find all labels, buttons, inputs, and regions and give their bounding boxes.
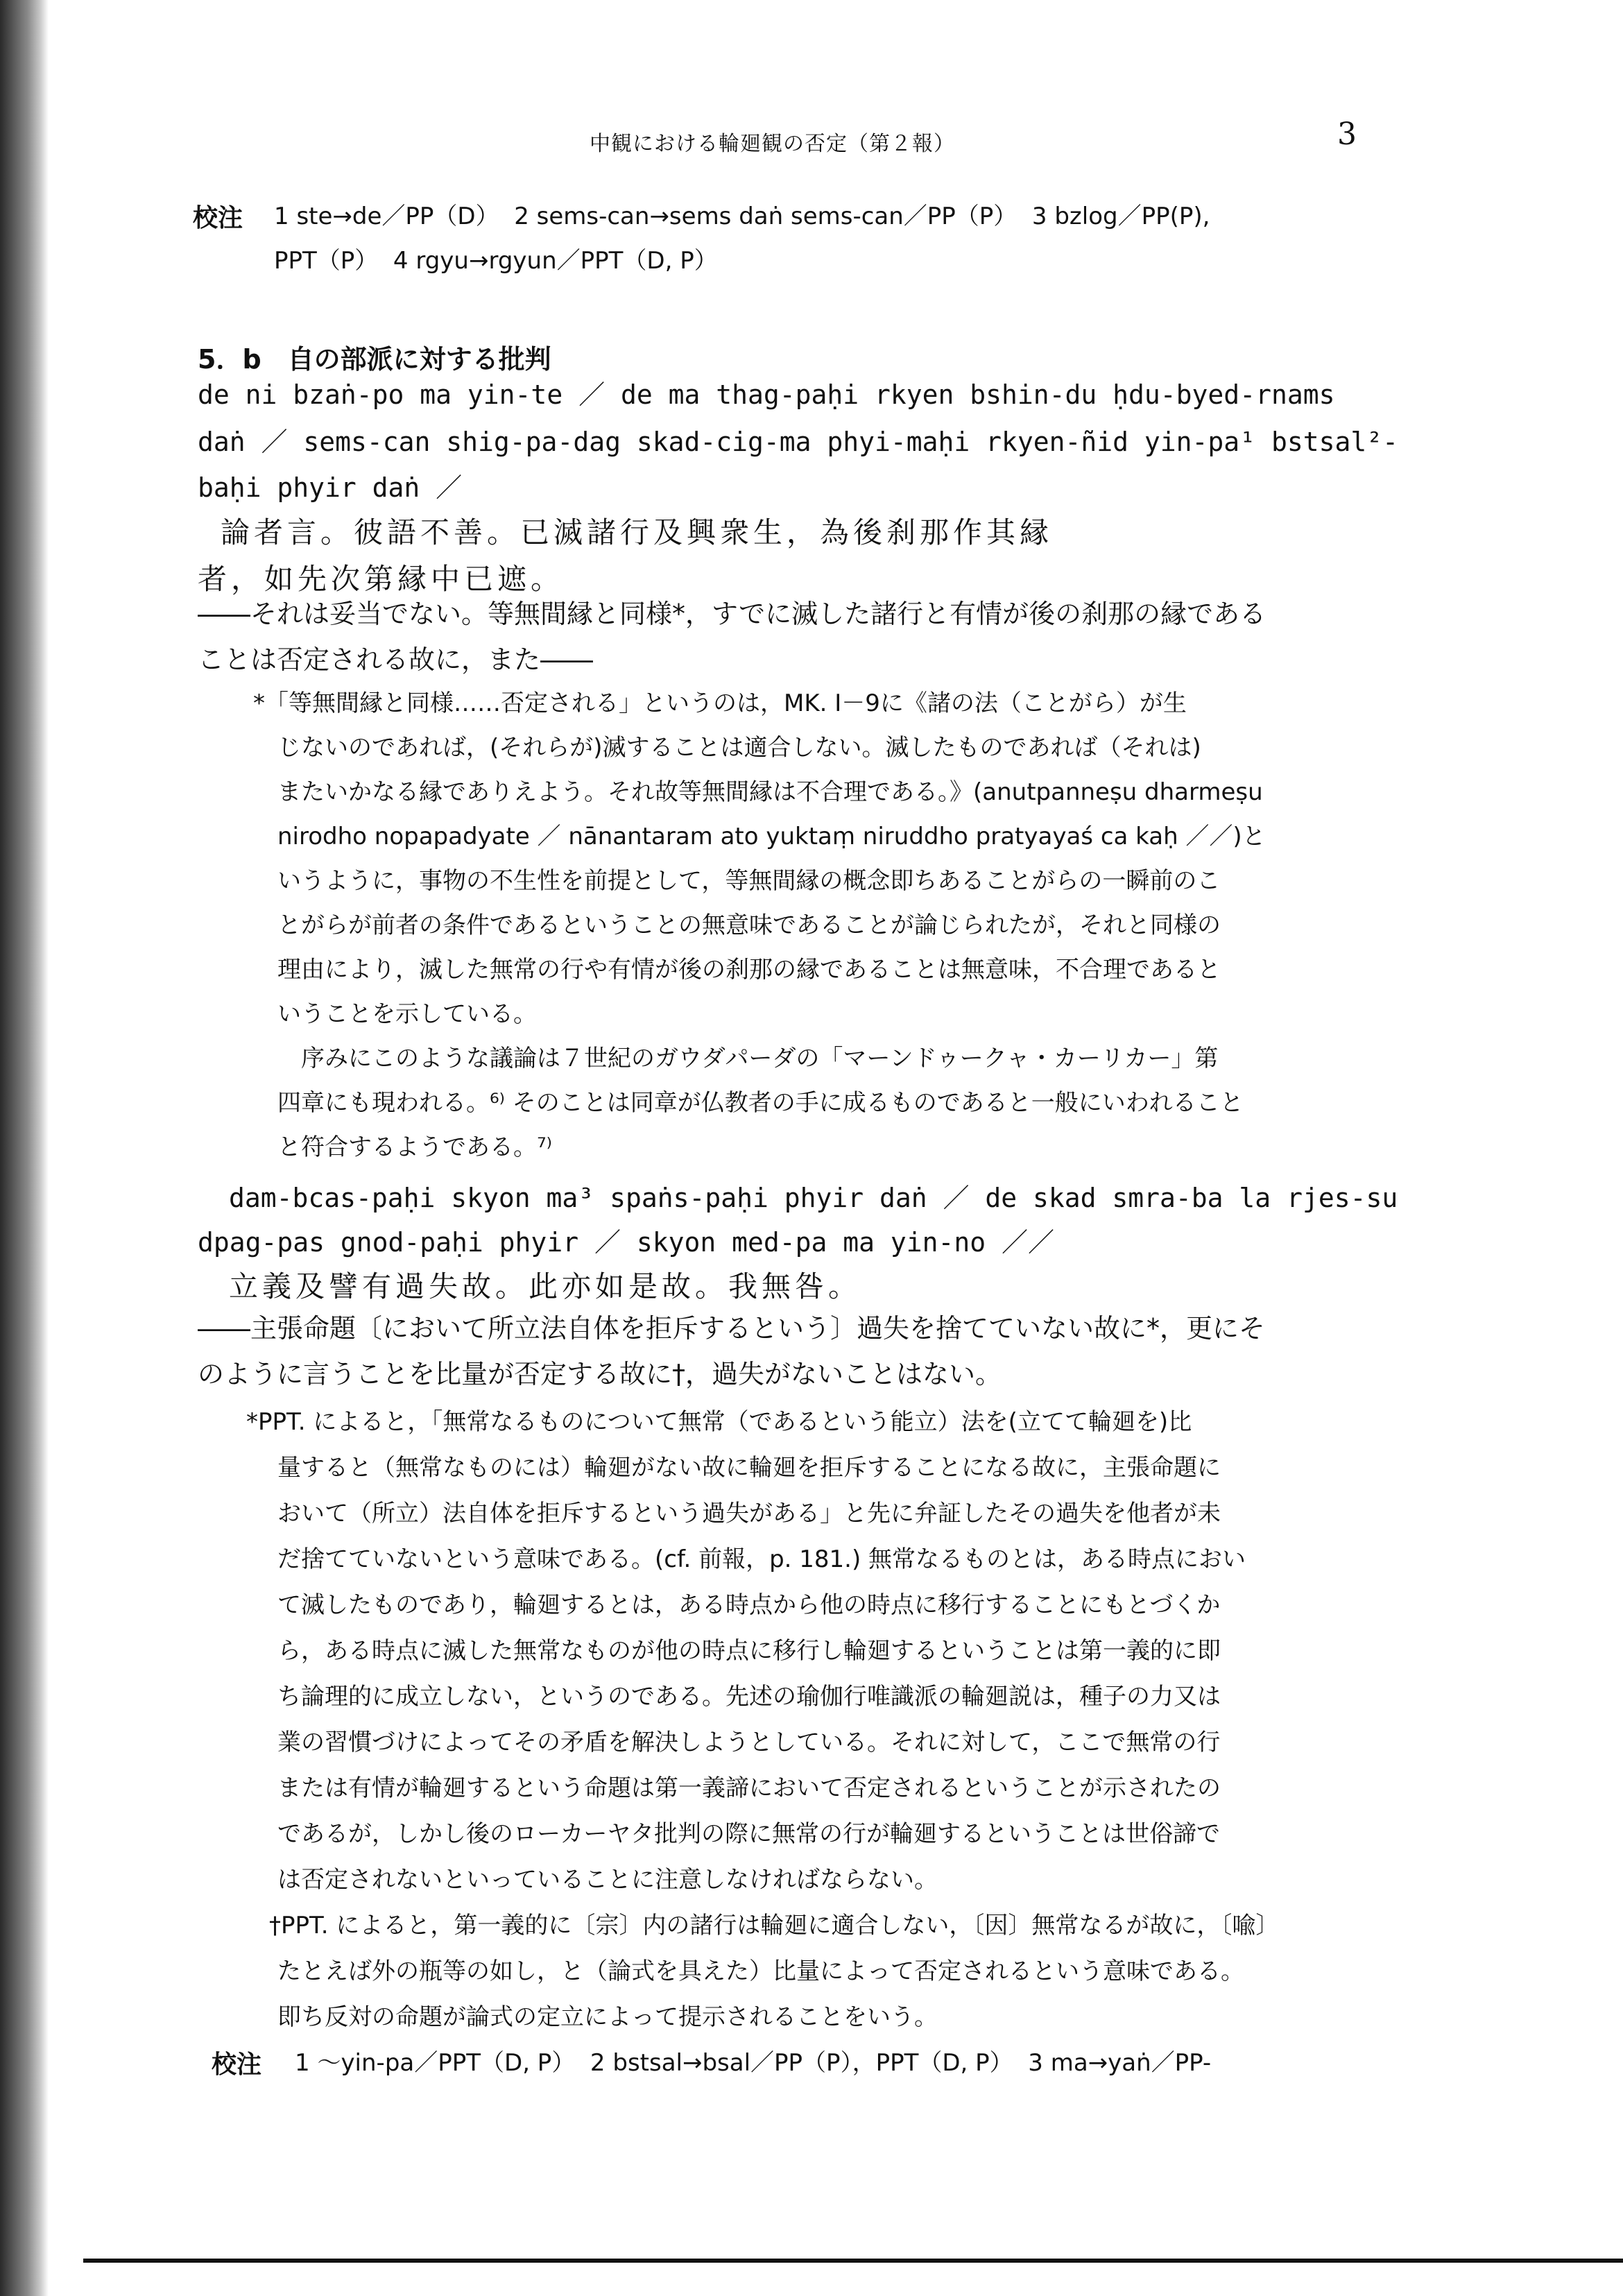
footnote-line: であるが，しかし後のローカーヤタ批判の際に無常の行が輪廻するということは世俗諦で	[277, 1820, 1220, 1848]
footnote-line: ら，ある時点に滅した無常なものが他の時点に移行し輪廻するということは第一義的に即	[277, 1637, 1221, 1665]
footnote-line: *PPT. によると，「無常なるものについて無常（であるという能立）法を(立てて輪廻を)比	[246, 1408, 1192, 1436]
kanbun-line: 論者言。彼語不善。已滅諸行及興衆生，為後刹那作其縁	[221, 515, 1054, 549]
footnote-line: †PPT. によると，第一義的に〔宗〕内の諸行は輪廻に適合しない，〔因〕無常なるが故に，〔喩〕	[269, 1912, 1280, 1939]
bottom-rule	[83, 2259, 1623, 2263]
footnote-line: 序みにこのような議論は７世紀のガウダパーダの「マーンドゥークャ・カーリカー」第	[277, 1045, 1219, 1072]
footnote-line: おいて（所立）法自体を拒斥するという過失がある」と先に弁証したその過失を他者が未	[277, 1500, 1221, 1527]
footnote-line: とがらが前者の条件であるということの無意味であることが論じられたが，それと同様の	[277, 911, 1221, 939]
footnote-line: いうことを示している。	[277, 1000, 537, 1028]
footnote-line: ち論理的に成立しない，というのである。先述の瑜伽行唯識派の輪廻説は，種子の力又は	[277, 1683, 1221, 1711]
tibetan-line: baḥi phyir daṅ ／	[198, 472, 463, 503]
footnote-line: 理由により，滅した無常の行や有情が後の刹那の縁であることは無意味，不合理であると	[277, 956, 1221, 984]
kanbun-line: 立義及譬有過失故。此亦如是故。我無咎。	[229, 1269, 862, 1303]
footnote-line: は否定されないといっていることに注意しなければならない。	[277, 1866, 938, 1894]
translation-line: ――主張命題〔において所立法自体を拒斥するという〕過失を捨てていない故に*，更にそ	[198, 1313, 1266, 1344]
translation-line: ――それは妥当でない。等無間縁と同様*，すでに滅した諸行と有情が後の刹那の縁である	[198, 599, 1266, 629]
tibetan-line: dpag-pas gnod-paḥi phyir ／ skyon med-pa ma yin-no ／／	[198, 1227, 1055, 1258]
translation-line: ことは否定される故に，また――	[198, 644, 594, 675]
footnote-line: *「等無間縁と同様……否定される」というのは，MK. I－9に《諸の法（ことがら）が生	[253, 689, 1187, 717]
footnote-line: 量すると（無常なものには）輪廻がない故に輪廻を拒斥することになる故に，主張命題に	[277, 1454, 1221, 1482]
collation-line: 1 ste→de／PP（D） 2 sems-can→sems daṅ sems-can／PP（P） 3 bzlog／PP(P),	[274, 203, 1210, 230]
footnote-line: て滅したものであり，輪廻するとは，ある時点から他の時点に移行することにもとづくか	[277, 1591, 1221, 1619]
tibetan-line: dam-bcas-paḥi skyon ma³ spaṅs-paḥi phyir daṅ ／ de skad smra-ba la rjes-su	[229, 1183, 1398, 1213]
footnote-line: またいかなる縁でありえよう。それ故等無間縁は不合理である。》(anutpanneṣu dharmeṣu	[277, 778, 1263, 806]
footnote-line: と符合するようである。⁷⁾	[277, 1133, 552, 1161]
tibetan-line: daṅ ／ sems-can shig-pa-dag skad-cig-ma phyi-maḥi rkyen-ñid yin-pa¹ bstsal²-	[198, 427, 1398, 457]
footnote-line: 四章にも現われる。⁶⁾ そのことは同章が仏教者の手に成るものであると一般にいわれること	[277, 1089, 1244, 1117]
collation-line: PPT（P） 4 rgyu→rgyun／PPT（D, P）	[274, 247, 718, 275]
footnote-line: たとえば外の瓶等の如し，と（論式を具えた）比量によって否定されるという意味である。	[277, 1957, 1244, 1985]
footnote-line: だ捨てていないという意味である。(cf. 前報，p. 181.) 無常なるものとは，ある時点におい	[277, 1545, 1246, 1573]
footnote-line: じないのであれば，(それらが)滅することは適合しない。滅したものであれば（それは)	[277, 734, 1201, 762]
footnote-line: nirodho nopapadyate ／ nānantaram ato yuktaṃ niruddho pratyayaś ca kaḥ ／／)と	[277, 823, 1266, 850]
collation-label: 校注	[212, 2050, 262, 2079]
running-header: 中観における輪廻観の否定（第２報）	[590, 132, 955, 156]
footnote-line: または有情が輪廻するという命題は第一義諦において否定されるということが示されたの	[277, 1774, 1221, 1802]
tibetan-line: de ni bzaṅ-po ma yin-te ／ de ma thag-paḥi rkyen bshin-du ḥdu-byed-rnams	[198, 379, 1335, 410]
collation-line: 1 ～yin-pa／PPT（D, P） 2 bstsal→bsal／PP（P），PPT（D, P） 3 ma→yaṅ／PP-	[295, 2049, 1212, 2077]
footnote-line: 業の習慣づけによってその矛盾を解決しようとしている。それに対して，ここで無常の行	[277, 1729, 1221, 1756]
section-heading: 5．b 自の部派に対する批判	[198, 344, 551, 375]
kanbun-line: 者，如先次第縁中已遮。	[198, 562, 565, 596]
footnote-line: いうように，事物の不生性を前提として，等無間縁の概念即ちあることがらの一瞬前のこ	[277, 867, 1221, 895]
translation-line: のように言うことを比量が否定する故に†，過失がないことはない。	[198, 1359, 1002, 1389]
footnote-line: 即ち反対の命題が論式の定立によって提示されることをいう。	[277, 2003, 938, 2031]
page-number: 3	[1337, 117, 1357, 152]
collation-label: 校注	[193, 204, 243, 232]
